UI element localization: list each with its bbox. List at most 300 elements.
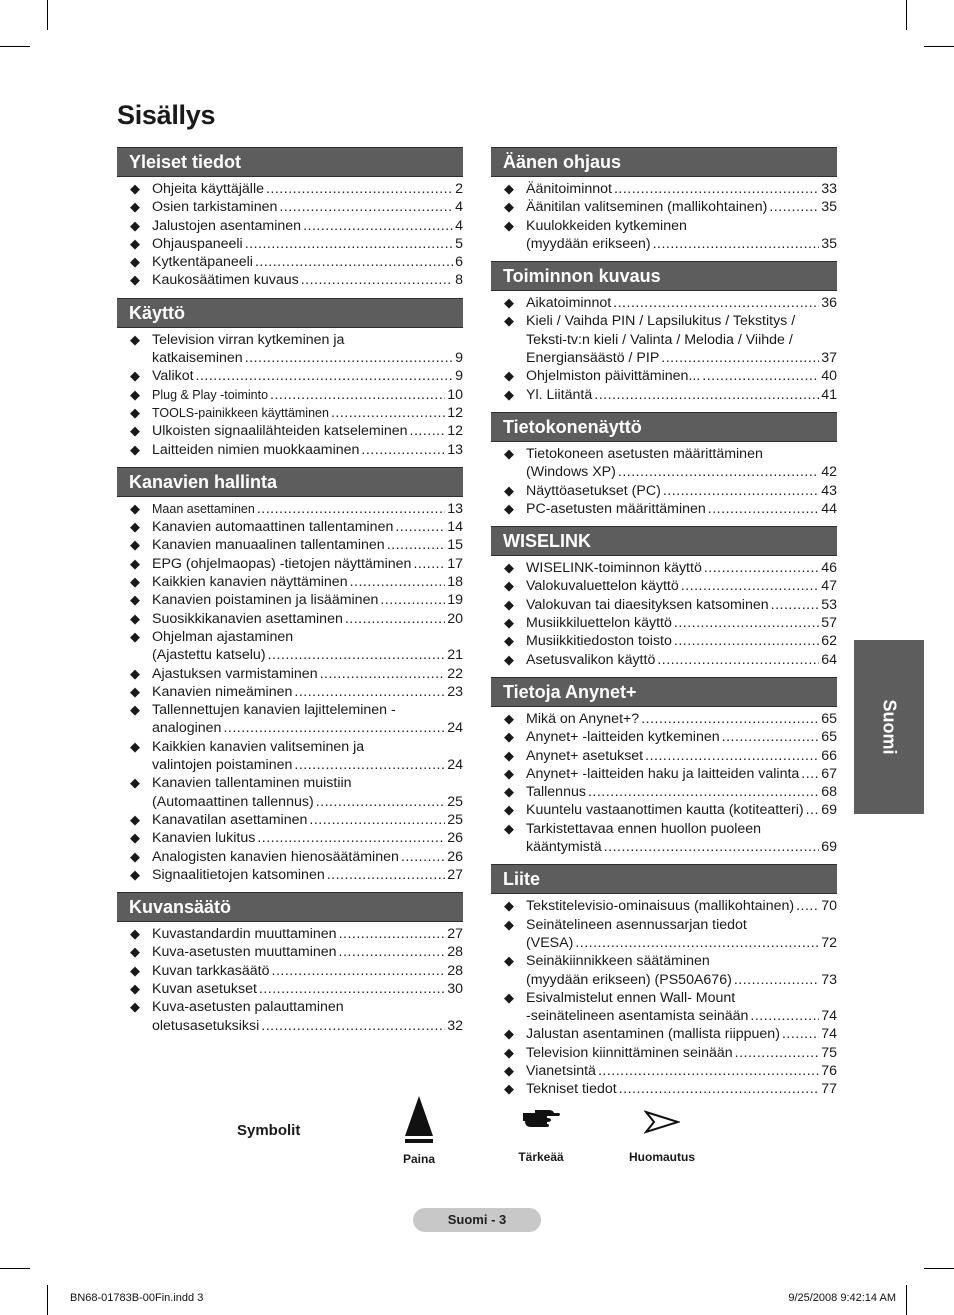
toc-page-number: 25 [447,811,463,828]
diamond-bullet-icon: ◆ [130,830,140,846]
diamond-bullet-icon: ◆ [130,683,140,699]
diamond-bullet-icon: ◆ [504,729,514,745]
footer-file-info: BN68-01783B-00Fin.indd 3 [70,1292,204,1304]
diamond-bullet-icon: ◆ [504,615,514,631]
toc-entry [491,614,837,632]
toc-entry-text: kääntymistä [526,839,602,856]
dot-leader [223,719,445,737]
toc-entry [491,294,837,312]
symbol-note [624,1110,700,1164]
toc-entry [491,1025,837,1043]
toc-page-number: 44 [821,500,837,517]
toc-entry-text: Kytkentäpaneeli [152,254,253,271]
toc-page-number: 35 [821,199,837,216]
diamond-bullet-icon: ◆ [130,999,140,1015]
symbol-note-label: Huomautus [629,1150,695,1164]
dot-leader [618,463,819,481]
diamond-bullet-icon: ◆ [504,560,514,576]
toc-entry-text: Kanavien manuaalinen tallentaminen [152,537,385,554]
toc-column-right [491,147,837,1107]
symbol-important [510,1108,572,1164]
toc-page-number: 76 [821,1062,837,1079]
dot-leader [345,610,445,628]
dot-leader [674,632,819,650]
diamond-bullet-icon: ◆ [130,574,140,590]
diamond-bullet-icon: ◆ [504,386,514,402]
toc-entry [117,591,463,609]
toc-entry-text: valintojen poistaminen [152,757,293,774]
toc-entry-text: Maan asettaminen [152,501,255,516]
toc-page-number: 65 [821,710,837,727]
diamond-bullet-icon: ◆ [504,989,514,1005]
toc-page-number: 8 [455,272,463,289]
diamond-bullet-icon: ◆ [130,962,140,978]
toc-entry [491,989,837,1026]
diamond-bullet-icon: ◆ [504,765,514,781]
toc-entry [117,404,463,422]
toc-page-number: 25 [447,793,463,810]
diamond-bullet-icon: ◆ [504,313,514,329]
toc-page-number: 14 [447,519,463,536]
toc-entry-text: Kaikkien kanavien näyttäminen [152,574,348,591]
toc-page-number: 24 [447,757,463,774]
toc-entry-text: Kuva-asetusten muuttaminen [152,944,337,961]
toc-entry-text: Energiansäästö / PIP [526,350,660,367]
toc-entry-text: Kanavien lukitus [152,830,256,847]
toc-entry-text: katkaiseminen [152,350,243,367]
language-side-tab [854,640,924,814]
toc-entry-text: Vianetsintä [526,1062,596,1079]
toc-entry [117,866,463,884]
dot-leader [316,793,446,811]
dot-leader [380,591,445,609]
page-number-badge: Suomi - 3 [413,1208,541,1232]
toc-entry [491,559,837,577]
dot-leader [266,180,453,198]
toc-section [491,677,837,856]
toc-entry-text: Yl. Liitäntä [526,386,593,403]
diamond-bullet-icon: ◆ [130,848,140,864]
toc-page-number: 26 [447,848,463,865]
toc-entry [117,235,463,253]
toc-page-number: 69 [821,802,837,819]
toc-entry-text: Kanavien automaattinen tallentaminen [152,519,394,536]
diamond-bullet-icon: ◆ [130,441,140,457]
dot-leader [350,573,446,591]
toc-entry [117,683,463,701]
toc-entry [491,217,837,254]
toc-page-number: 13 [447,441,463,458]
toc-page-number: 43 [821,482,837,499]
toc-page-number: 72 [821,934,837,951]
toc-entry [117,198,463,216]
dot-leader [708,500,819,518]
symbol-press-label: Paina [402,1152,435,1166]
toc-entry [117,774,463,811]
diamond-bullet-icon: ◆ [130,811,140,827]
toc-entry-text: Ohjauspaneeli [152,235,243,252]
toc-entry-list [491,710,837,856]
toc-entry-text: PC-asetusten määrittäminen [526,500,706,517]
section-heading: WISELINK [491,526,837,556]
toc-entry [491,482,837,500]
dot-leader [410,422,446,440]
toc-entry-list [491,445,837,518]
toc-entry [117,980,463,998]
diamond-bullet-icon: ◆ [130,331,140,347]
diamond-bullet-icon: ◆ [130,537,140,553]
toc-entry [491,710,837,728]
toc-entry [491,651,837,669]
toc-page-number: 74 [821,1008,837,1025]
toc-entry [117,331,463,368]
dot-leader [196,367,454,385]
diamond-bullet-icon: ◆ [504,368,514,384]
toc-entry [117,962,463,980]
toc-entry-text: Kaikkien kanavien valitseminen ja [152,738,365,755]
diamond-bullet-icon: ◆ [130,628,140,644]
toc-entry [491,1044,837,1062]
diamond-bullet-icon: ◆ [504,445,514,461]
crop-mark [924,46,954,47]
diamond-bullet-icon: ◆ [504,802,514,818]
toc-entry-text: -seinätelineen asentamista seinään [526,1008,749,1025]
toc-entry-text: (myydään erikseen) (PS50A676) [526,971,732,988]
dot-leader [657,651,819,669]
dot-leader [769,198,819,216]
dot-leader [806,801,820,819]
dot-leader [653,235,820,253]
toc-page-number: 15 [447,537,463,554]
toc-entry [117,217,463,235]
dot-leader [722,728,820,746]
toc-page-number: 41 [821,386,837,403]
toc-section [491,864,837,1098]
diamond-bullet-icon: ◆ [130,217,140,233]
note-arrow-icon [644,1110,680,1134]
toc-entry [117,610,463,628]
toc-entry [117,555,463,573]
toc-entry-list [117,500,463,884]
toc-entry-text: Tarkistettavaa ennen huollon puoleen [526,820,762,837]
toc-entry-text: Suosikkikanavien asettaminen [152,610,343,627]
diamond-bullet-icon: ◆ [504,482,514,498]
toc-page-number: 20 [447,610,463,627]
diamond-bullet-icon: ◆ [504,295,514,311]
diamond-bullet-icon: ◆ [130,386,140,402]
diamond-bullet-icon: ◆ [130,235,140,251]
toc-page-number: 19 [447,592,463,609]
toc-entry [117,441,463,459]
diamond-bullet-icon: ◆ [504,784,514,800]
diamond-bullet-icon: ◆ [504,1044,514,1060]
toc-entry-list [491,180,837,253]
toc-entry-text: Asetusvalikon käyttö [526,651,656,668]
dot-leader [268,646,446,664]
dot-leader [663,482,819,500]
toc-entry [491,198,837,216]
section-heading: Käyttö [117,298,463,328]
section-heading: Yleiset tiedot [117,147,463,177]
toc-page-number: 68 [821,784,837,801]
toc-entry-text: Jalustojen asentaminen [152,217,302,234]
toc-entry [491,445,837,482]
dot-leader [588,783,819,801]
press-arrow-icon [404,1096,434,1146]
toc-entry-text: (Automaattinen tallennus) [152,793,314,810]
toc-entry-text: Valikot [152,368,194,385]
toc-entry [491,952,837,989]
toc-entry-text: Kuuntelu vastaanottimen kautta (kotiteatteri) [526,802,804,819]
toc-entry [491,916,837,953]
section-heading: Kanavien hallinta [117,467,463,497]
diamond-bullet-icon: ◆ [504,578,514,594]
toc-entry-text: Aikatoiminnot [526,295,612,312]
dot-leader [303,217,453,235]
toc-entry-text: (Ajastettu katselu) [152,647,266,664]
diamond-bullet-icon: ◆ [130,272,140,288]
crop-mark [906,1285,907,1315]
dot-leader [401,848,445,866]
toc-page-number: 66 [821,747,837,764]
dot-leader [279,198,453,216]
dot-leader [796,897,819,915]
toc-entry-list [491,559,837,669]
dot-leader [801,765,819,783]
toc-page-number: 4 [455,199,463,216]
toc-entry-text: Jalustan asentaminen (mallista riippuen) [526,1026,780,1043]
dot-leader [331,404,445,422]
dot-leader [272,962,446,980]
toc-entry [491,1080,837,1098]
dot-leader [387,536,446,554]
toc-entry [117,811,463,829]
toc-entry [491,632,837,650]
dot-leader [674,614,819,632]
toc-entry [117,271,463,289]
diamond-bullet-icon: ◆ [130,738,140,754]
toc-entry [117,573,463,591]
toc-entry [117,925,463,943]
diamond-bullet-icon: ◆ [130,555,140,571]
diamond-bullet-icon: ◆ [504,633,514,649]
diamond-bullet-icon: ◆ [130,254,140,270]
dot-leader [270,386,445,404]
dot-leader [604,838,820,856]
toc-entry-text: Television virran kytkeminen ja [152,331,345,348]
toc-page-number: 2 [455,181,463,197]
dot-leader [294,756,445,774]
toc-entry-text: Ohjelman ajastaminen [152,628,294,645]
crop-mark [0,1268,30,1269]
toc-entry [117,500,463,518]
toc-entry-text: Anynet+ -laitteiden kytkeminen [526,729,720,746]
dot-leader [395,518,445,536]
toc-entry-text: Valokuvaluettelon käyttö [526,578,679,595]
toc-page-number: 13 [447,500,463,517]
toc-page-number: 77 [821,1081,837,1098]
toc-page-number: 46 [821,560,837,577]
toc-section [491,147,837,253]
diamond-bullet-icon: ◆ [130,775,140,791]
toc-page-number: 10 [447,386,463,403]
toc-page-number: 62 [821,633,837,650]
toc-entry-text: Kieli / Vaihda PIN / Lapsilukitus / Tekstitys / [526,313,796,330]
toc-page-number: 28 [447,962,463,979]
toc-section [491,261,837,404]
dot-leader [598,1062,819,1080]
toc-entry-text: Kanavien nimeäminen [152,683,293,700]
toc-page-number: 6 [455,254,463,271]
toc-page-number: 12 [447,423,463,440]
crop-mark [0,46,30,47]
crop-mark [47,1285,48,1315]
dot-leader [594,386,819,404]
toc-entry [117,180,463,198]
toc-page-number: 47 [821,578,837,595]
dot-leader [339,943,446,961]
dot-leader [614,180,819,198]
toc-entry [117,701,463,738]
dot-leader [255,253,453,271]
toc-entry-text: Anynet+ -laitteiden haku ja laitteiden valinta [526,765,800,782]
toc-entry-text: Ajastuksen varmistaminen [152,665,318,682]
toc-entry [491,820,837,857]
toc-entry-text: Kanavien poistaminen ja lisääminen [152,592,379,609]
footer-timestamp: 9/25/2008 9:42:14 AM [788,1292,896,1304]
toc-entry-list [117,331,463,459]
toc-entry-text: Anynet+ asetukset [526,747,644,764]
toc-page-number: 27 [447,926,463,943]
toc-page-number: 21 [447,647,463,664]
dot-leader [771,596,820,614]
toc-entry-text: Kuvan tarkkasäätö [152,962,270,979]
crop-mark [906,0,907,30]
toc-entry-text: Kuvan asetukset [152,980,257,997]
dot-leader [245,235,453,253]
toc-page-number: 12 [447,404,463,421]
dot-leader [681,577,819,595]
dot-leader [413,555,445,573]
toc-page-number: 73 [821,971,837,988]
toc-entry-text: Tallennettujen kanavien lajitteleminen - [152,702,396,719]
toc-page-number: 33 [821,181,837,197]
dot-leader [361,441,445,459]
diamond-bullet-icon: ◆ [130,181,140,196]
toc-page-number: 69 [821,839,837,856]
dot-leader [575,934,819,952]
dot-leader [641,710,819,728]
toc-entry-text: analoginen [152,720,222,737]
toc-entry [491,801,837,819]
toc-entry [491,367,837,385]
dot-leader [320,665,446,683]
toc-entry-text: oletusasetuksiksi [152,1017,260,1034]
toc-entry [117,518,463,536]
section-heading: Liite [491,864,837,894]
toc-entry-text: Ohjeita käyttäjälle [152,181,264,197]
toc-page-number: 23 [447,683,463,700]
diamond-bullet-icon: ◆ [504,217,514,233]
diamond-bullet-icon: ◆ [130,926,140,942]
toc-entry-text: Television kiinnittäminen seinään [526,1044,733,1061]
toc-entry [491,765,837,783]
toc-entry-text: Äänitoiminnot [526,181,612,197]
toc-entry [491,386,837,404]
toc-entry [117,386,463,404]
toc-page-number: 28 [447,944,463,961]
toc-entry-list [117,925,463,1035]
toc-entry-list [491,897,837,1098]
diamond-bullet-icon: ◆ [130,980,140,996]
side-tab-label: Suomi [879,699,900,755]
toc-entry-text: Seinätelineen asennussarjan tiedot [526,916,747,933]
toc-page-number: 74 [821,1026,837,1043]
toc-entry [491,500,837,518]
toc-entry [117,998,463,1035]
toc-page-number: 53 [821,596,837,613]
toc-section [117,298,463,459]
dot-leader [259,980,445,998]
toc-entry-text: Osien tarkistaminen [152,199,278,216]
toc-section [117,147,463,290]
diamond-bullet-icon: ◆ [504,916,514,932]
toc-entry-text: Musiikkiluettelon käyttö [526,615,672,632]
toc-entry [491,747,837,765]
dot-leader [704,559,819,577]
diamond-bullet-icon: ◆ [130,592,140,608]
toc-entry-text: Näyttöasetukset (PC) [526,482,661,499]
symbol-press [398,1096,440,1166]
toc-entry-text: Signaalitietojen katsominen [152,866,325,883]
section-heading: Tietokonenäyttö [491,412,837,442]
diamond-bullet-icon: ◆ [130,944,140,960]
toc-entry-text: Ulkoisten signaalilähteiden katseleminen [152,423,408,440]
diamond-bullet-icon: ◆ [130,665,140,681]
toc-entry-text: Kuulokkeiden kytkeminen [526,217,687,234]
toc-entry [491,180,837,198]
toc-entry-text: Kanavien tallentaminen muistiin [152,775,352,792]
diamond-bullet-icon: ◆ [130,368,140,384]
section-heading: Tietoja Anynet+ [491,677,837,707]
diamond-bullet-icon: ◆ [504,1026,514,1042]
symbols-label: Symbolit [237,1122,301,1139]
toc-entry-text: Ohjelmiston päivittäminen... [526,368,701,385]
diamond-bullet-icon: ◆ [130,404,140,420]
toc-entry-text: (VESA) [526,934,574,951]
diamond-bullet-icon: ◆ [504,953,514,969]
dot-leader [750,1007,819,1025]
toc-page-number: 32 [447,1017,463,1034]
pointing-hand-icon [521,1108,561,1130]
section-heading: Äänen ohjaus [491,147,837,177]
toc-entry [117,628,463,665]
toc-page-number: 5 [455,235,463,252]
dot-leader [245,349,453,367]
toc-entry [491,577,837,595]
toc-entry [117,665,463,683]
dot-leader [294,683,445,701]
toc-page-number: 18 [447,574,463,591]
diamond-bullet-icon: ◆ [504,710,514,726]
dot-leader [613,294,819,312]
crop-mark [924,1268,954,1269]
toc-entry-text: (myydään erikseen) [526,235,651,252]
diamond-bullet-icon: ◆ [504,898,514,914]
diamond-bullet-icon: ◆ [504,199,514,215]
diamond-bullet-icon: ◆ [130,519,140,535]
toc-entry-text: Tekniset tiedot [526,1081,617,1098]
